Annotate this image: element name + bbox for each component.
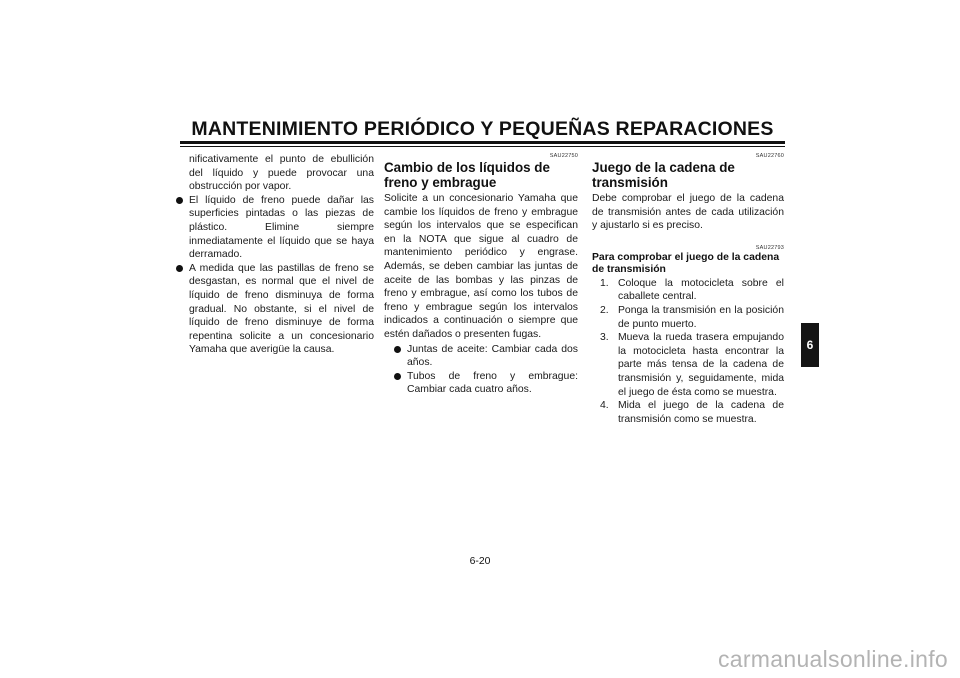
bullet-text: A medida que las pastillas de freno se desgastan, es normal que el nivel de líquido de freno disminuya de forma gradual. No obstante, si el nivel de líquido de freno disminuye de forma repentina solicite a un concesionario Yamaha que averigüe la causa. xyxy=(189,262,374,356)
list-item xyxy=(392,370,578,397)
bullet-text: El líquido de freno puede dañar las superficies pintadas o las piezas de plástico. Elimine siempre inmediatamente el líquido que se haya derramado. xyxy=(189,194,374,261)
section-heading: Juego de la cadena de transmisión xyxy=(592,160,735,190)
watermark-text: carmanualsonline.info xyxy=(717,646,948,672)
column-middle xyxy=(384,153,578,397)
step-text: Mida el juego de la cadena de transmisión como se muestra. xyxy=(618,400,784,425)
step-number: 4. xyxy=(600,400,609,412)
bullet-icon xyxy=(176,197,183,204)
chapter-tab: 6 xyxy=(801,323,819,367)
page-header-title: MANTENIMIENTO PERIÓDICO Y PEQUEÑAS REPARACIONES xyxy=(191,118,774,140)
section-code: SAU22793 xyxy=(755,244,784,251)
step-list xyxy=(592,277,784,427)
column-left xyxy=(174,153,374,357)
section-code: SAU22760 xyxy=(755,153,784,159)
list-item xyxy=(174,194,374,262)
bullet-icon xyxy=(394,373,401,380)
section-paragraph: Debe comprobar el juego de la cadena de transmisión antes de cada utilización y ajustarlo si es preciso. xyxy=(592,193,784,232)
step-number: 3. xyxy=(600,332,609,344)
subsection-heading: Para comprobar el juego de la cadena de transmisión xyxy=(592,251,780,275)
bullet-text: Tubos de freno y embrague: Cambiar cada cuatro años. xyxy=(407,370,578,396)
continuation-text: nificativamente el punto de ebullición del líquido y puede provocar una obstrucción por vapor. xyxy=(189,154,374,193)
list-item xyxy=(174,262,374,357)
bullet-icon xyxy=(176,265,183,272)
header-rule-thin xyxy=(180,146,785,147)
list-item xyxy=(600,399,784,426)
list-item xyxy=(600,304,784,331)
step-text: Mueva la rueda trasera empujando la motocicleta hasta encontrar la parte más tensa de la cadena de transmisión y, seguidamente, mida el juego de ésta como se muestra. xyxy=(618,332,784,398)
header-rule-thick xyxy=(180,141,785,144)
column-right xyxy=(592,153,784,426)
section-heading: Cambio de los líquidos de freno y embrague xyxy=(384,160,550,190)
section-paragraph: Solicite a un concesionario Yamaha que cambie los líquidos de freno y embrague según los intervalos que se especifican en la NOTA que sigue al cuadro de mantenimiento periódico y engrase. Además, se deben cambiar las juntas de aceite de las bombas y las pinzas de freno y embrague, así como los tubos de freno y embrague según los intervalos indicados a continuación o siempre que estén dañados o presenten fugas. xyxy=(384,193,578,340)
step-number: 2. xyxy=(600,304,609,316)
bullet-text: Juntas de aceite: Cambiar cada dos años. xyxy=(407,343,578,369)
list-item xyxy=(600,277,784,304)
bullet-list xyxy=(384,343,578,397)
list-item xyxy=(392,343,578,370)
list-item xyxy=(600,331,784,399)
step-text: Ponga la transmisión en la posición de punto muerto. xyxy=(618,304,784,330)
step-number: 1. xyxy=(600,277,609,289)
page-number: 6-20 xyxy=(469,556,491,567)
bullet-icon xyxy=(394,346,401,353)
section-code: SAU22750 xyxy=(549,153,578,159)
step-text: Coloque la motocicleta sobre el caballete central. xyxy=(618,277,784,303)
